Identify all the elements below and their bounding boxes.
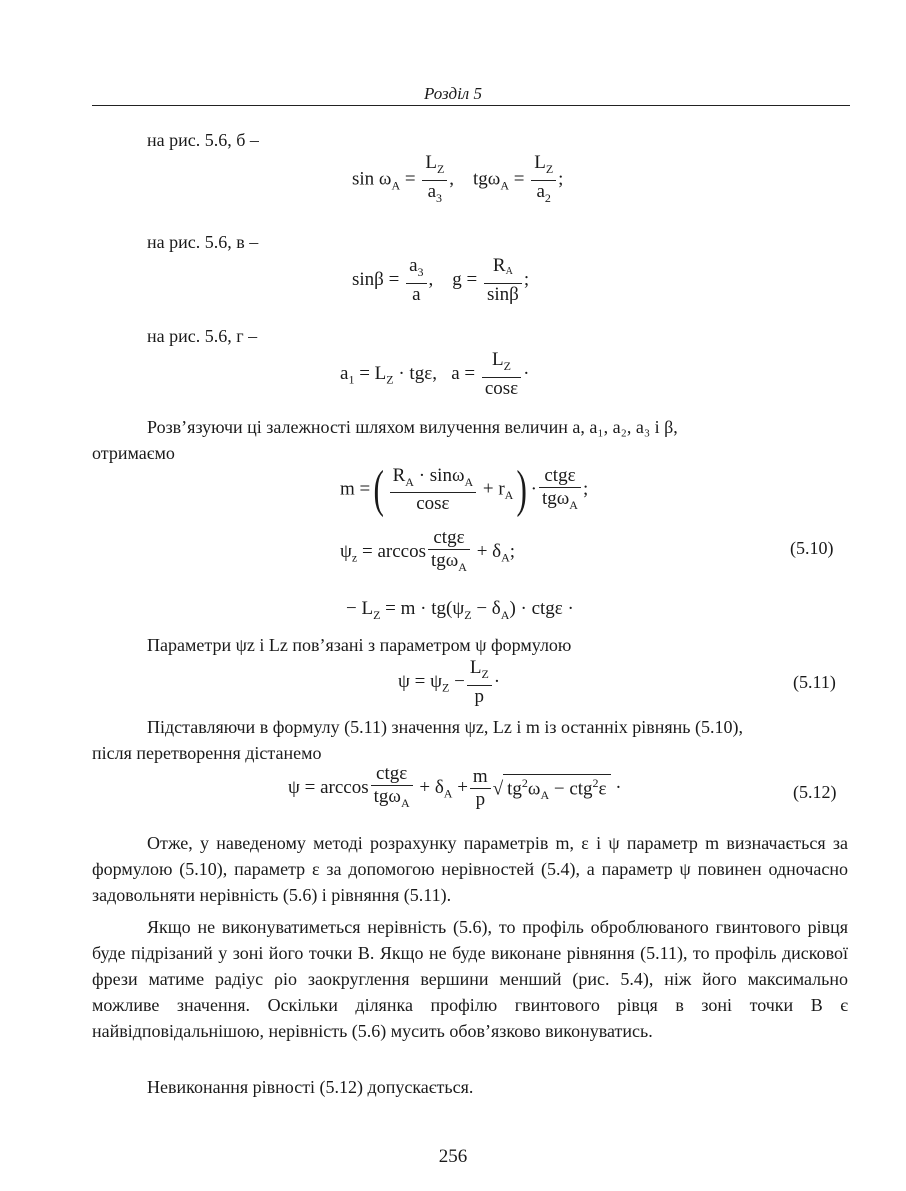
formula-sin-tg-omega: $\sin \omega_A$ = $\frac{L_Z}{a_3}$ , tgω$_A$ = $\frac{L_Z}{a_2}$ ; <box>352 152 564 205</box>
paragraph-3-line-2: після перетворення дістанемо <box>92 743 322 763</box>
paragraph-1-line-2: отримаємо <box>92 443 175 463</box>
formula-text: sinβ <box>352 268 384 290</box>
formula-text: ψ = arccos <box>288 776 369 798</box>
label-fig-b: на рис. 5.6, б – <box>147 130 259 150</box>
page-number: 256 <box>438 1146 468 1167</box>
header-rule <box>92 105 850 106</box>
paragraph-1-line-1: Розв’язуючи ці залежності шляхом вилучення величин a, a₁, a₂, a₃ і β, <box>147 417 678 437</box>
formula-text: sin ω <box>352 168 392 190</box>
paragraph-2: Параметри ψz і Lz пов’язані з параметром ψ формулою <box>147 635 572 655</box>
formula-text: g <box>452 268 462 290</box>
label-fig-v: на рис. 5.6, в – <box>147 232 259 252</box>
formula-m: m =( $\frac{R_A \cdot \sin\omega_A}{\cos\varepsilon}$ + $r_A$) · $\frac{\text{ctgε}}{tg\omega_A}$ ; <box>340 461 589 518</box>
formula-lz: − $L_Z = m \cdot tg(\psi_Z - \delta_A) \cdot ctg\varepsilon$ · <box>346 598 574 622</box>
formula-text: tgω <box>473 168 501 190</box>
formula-psi: $\psi = \psi_Z$ − $\frac{L_Z}{p}$ · <box>398 657 501 707</box>
label-fig-g: на рис. 5.6, г – <box>147 326 258 346</box>
formula-text: − L <box>346 598 374 619</box>
formula-sin-beta: sinβ = $\frac{a_3}{a}$ , g = $\frac{RA}{\sin\beta}$ ; <box>352 255 530 305</box>
formula-text: ψ <box>340 540 352 562</box>
formula-psi-z: $\psi_z = \arccos$ $\frac{\text{ctgε}}{tg\omega_A}$ + $\delta_A$; <box>340 527 516 574</box>
formula-psi-arccos: ψ = arccos $\frac{\text{ctgε}}{tg\omega_A}$ + $\delta_A$ + $\frac{m}{p}$ √ $tg^2\omega_A - ctg^2\varepsilon$ · <box>288 763 622 810</box>
equation-number-5-10: (5.10) <box>790 538 834 558</box>
formula-text: m <box>340 478 355 500</box>
paragraph-4: Отже, у наведеному методі розрахунку параметрів m, ε і ψ параметр m визначається за формулою (5.10), параметр ε за допомогою нерівностей (5.4), а параметр ψ повинен одночасно задовольняти нерівність (5.6) і рівняння (5.11). <box>92 833 848 905</box>
equation-number-5-12: (5.12) <box>793 782 837 802</box>
paragraph-6: Невиконання рівності (5.12) допускається. <box>147 1077 474 1097</box>
section-header: Розділ 5 <box>424 84 482 103</box>
formula-text: a <box>451 362 460 384</box>
formula-text: a <box>340 362 349 384</box>
equation-number-5-11: (5.11) <box>793 672 836 692</box>
formula-a1: $a_1 = L_Z \cdot tg\varepsilon$, a = $\frac{L_Z}{\cos\varepsilon}$ · <box>340 349 530 399</box>
paragraph-5: Якщо не виконуватиметься нерівність (5.6), то профіль оброблюваного гвинтового рівця буде підрізаний у зоні його точки B. Якщо не буде виконане рівняння (5.11), то профіль дискової фрези матиме радіус ρio заокруглення вершини менший (рис. 5.4), ніж його максимально можливе значення. Оскільки ділянка профілю гвинтового рівця в зоні точки B є найвідповідальнішою, нерівність (5.6) мусить обов’язково виконуватись. <box>92 917 848 1041</box>
paragraph-3-line-1: Підставляючи в формулу (5.11) значення ψz, Lz і m із останніх рівнянь (5.10), <box>147 717 743 737</box>
formula-text: ψ = ψ <box>398 670 443 692</box>
